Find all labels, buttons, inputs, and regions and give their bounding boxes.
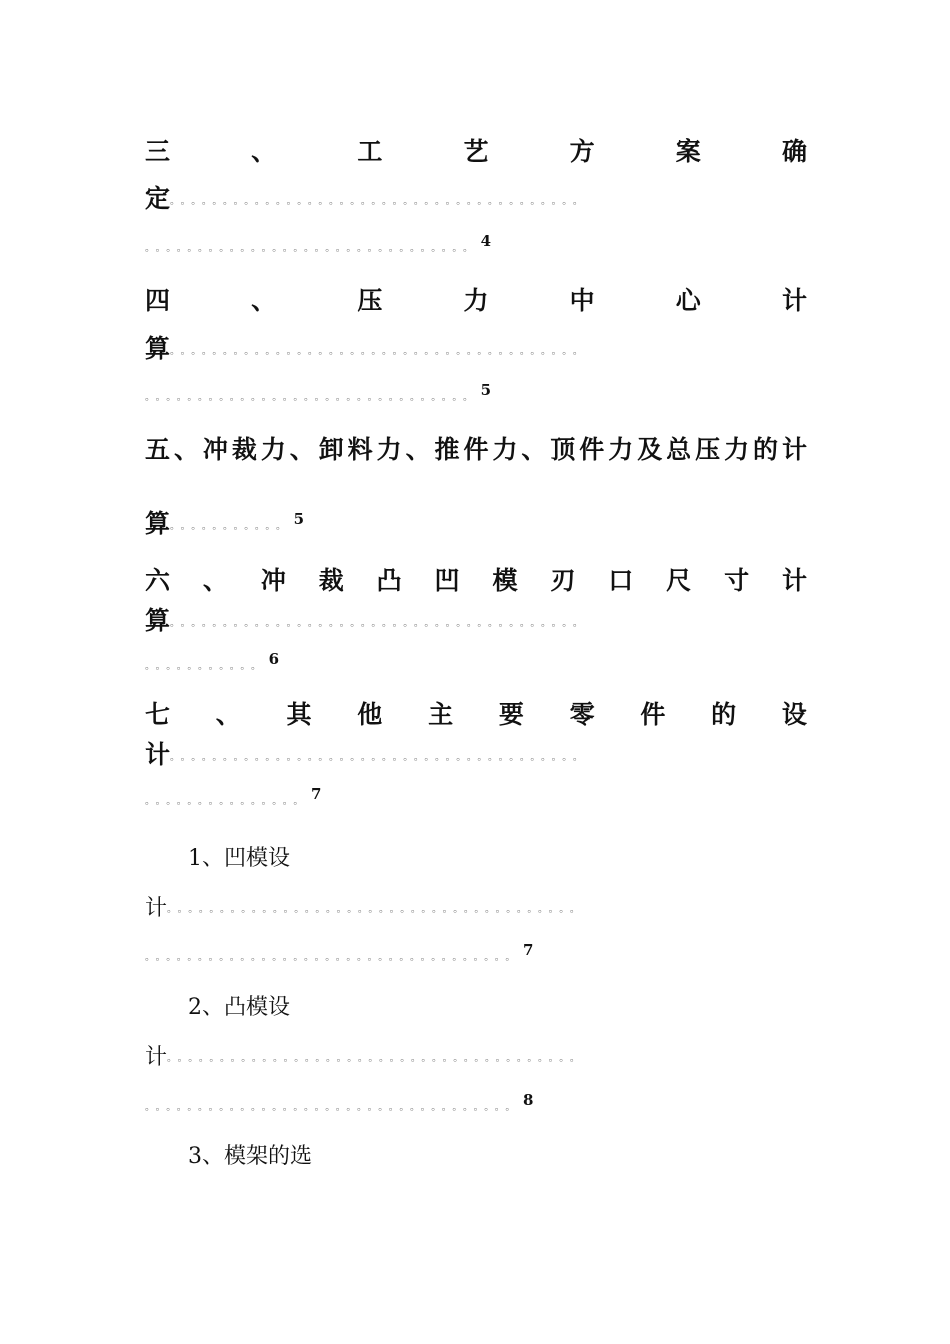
heading-char: 冲	[202, 435, 228, 464]
heading-char: 工	[357, 137, 383, 166]
heading-char: 刃	[550, 566, 576, 595]
dot-leader: 。。。。。。。。。。。。。。。。。。。。。。。。。。。。。。。	[145, 243, 479, 254]
heading-char: 寸	[724, 566, 750, 595]
dot-leader: 。。。。。。。。。。。。。。。。。。。。。。。。。。。。。。。	[145, 392, 479, 403]
toc-leader-row-sec6-b	[145, 650, 807, 676]
heading-char: 三	[145, 137, 171, 166]
toc-sub3-title: 3、模架的选	[188, 1144, 312, 1169]
heading-char: 其	[286, 700, 312, 729]
heading-char: 尺	[666, 566, 692, 595]
heading-char: 主	[428, 700, 454, 729]
heading-char: 凹	[434, 566, 460, 595]
toc-leader-row-sec4-b	[145, 381, 807, 407]
heading-char: 推	[434, 435, 460, 464]
dot-leader: 。。。。。。。。。。。	[145, 661, 267, 672]
toc-leader-row-sub1-a	[145, 894, 807, 924]
toc-page-number-sec6: 6	[268, 650, 280, 668]
heading-char: 模	[492, 566, 518, 595]
heading-char: 顶	[550, 435, 576, 464]
toc-page-number-sec3: 4	[480, 232, 492, 250]
toc-leader-row-sec6-a	[145, 606, 807, 636]
heading-char: 零	[569, 700, 595, 729]
heading-char: 冲	[260, 566, 286, 595]
heading-char: 力	[608, 435, 634, 464]
heading-char: 他	[357, 700, 383, 729]
toc-tail-sec4: 算	[145, 334, 171, 363]
dot-leader: 。。。。。。。。。。。	[170, 521, 292, 532]
toc-tail-sec6: 算	[145, 606, 171, 635]
heading-char: 七	[145, 700, 171, 729]
toc-tail-sec3: 定	[145, 184, 171, 213]
toc-heading-sec6	[145, 566, 807, 596]
toc-page-number-sec7: 7	[311, 785, 322, 803]
dot-leader: 。。。。。。。。。。。。。。。。。。。。。。。。。。。。。。。。。。。	[145, 952, 521, 963]
heading-char: 、	[521, 435, 547, 464]
heading-char: 料	[347, 435, 373, 464]
heading-char: 、	[173, 435, 199, 464]
dot-leader: 。。。。。。。。。。。。。。。	[145, 796, 309, 807]
toc-leader-row-sec7-b	[145, 785, 807, 811]
dot-leader: 。。。。。。。。。。。。。。。。。。。。。。。。。。。。。。。。。。。。。。。	[170, 618, 589, 629]
heading-char: 力	[463, 286, 489, 315]
toc-leader-row-sec3-b	[145, 232, 807, 258]
heading-char: 方	[569, 137, 595, 166]
toc-tail-sec5: 算	[145, 509, 171, 538]
heading-char: 、	[251, 137, 277, 166]
heading-char: 艺	[463, 137, 489, 166]
heading-char: 计	[781, 566, 807, 595]
toc-leader-row-sub1-b	[145, 941, 807, 967]
heading-char: 计	[781, 286, 807, 315]
toc-tail-sub1: 计	[145, 896, 168, 921]
heading-char: 设	[781, 700, 807, 729]
heading-char: 五	[145, 435, 171, 464]
heading-char: 裁	[318, 566, 344, 595]
heading-char: 件	[463, 435, 489, 464]
heading-char: 、	[202, 566, 228, 595]
toc-leader-row-sub2-a	[145, 1043, 807, 1073]
heading-char: 件	[579, 435, 605, 464]
heading-char: 凸	[376, 566, 402, 595]
heading-char: 中	[569, 286, 595, 315]
heading-char: 卸	[318, 435, 344, 464]
heading-char: 六	[145, 566, 171, 595]
toc-heading-sec7	[145, 700, 807, 730]
heading-char: 口	[608, 566, 634, 595]
dot-leader: 。。。。。。。。。。。。。。。。。。。。。。。。。。。。。。。。。。。。。。。	[167, 904, 586, 915]
heading-char: 的	[753, 435, 779, 464]
toc-heading-sec4	[145, 286, 807, 316]
heading-char: 确	[781, 137, 807, 166]
heading-char: 的	[711, 700, 737, 729]
toc-leader-row-sec4-a	[145, 334, 807, 364]
heading-char: 总	[666, 435, 692, 464]
heading-char: 力	[492, 435, 518, 464]
heading-char: 、	[251, 286, 277, 315]
dot-leader: 。。。。。。。。。。。。。。。。。。。。。。。。。。。。。。。。。。。。。。。	[170, 752, 589, 763]
toc-leader-row-sub2-b	[145, 1091, 807, 1117]
toc-sub1-title: 1、凹模设	[188, 846, 290, 871]
heading-char: 、	[215, 700, 241, 729]
heading-char: 、	[289, 435, 315, 464]
dot-leader: 。。。。。。。。。。。。。。。。。。。。。。。。。。。。。。。。。。。。。。。	[167, 1053, 586, 1064]
toc-leader-row-sec7-a	[145, 740, 807, 770]
toc-heading-sec5	[145, 435, 807, 465]
heading-char: 件	[640, 700, 666, 729]
heading-char: 、	[405, 435, 431, 464]
toc-page-number-sec5: 5	[293, 510, 305, 528]
toc-page-number-sec4: 5	[480, 381, 492, 399]
heading-char: 力	[724, 435, 750, 464]
dot-leader: 。。。。。。。。。。。。。。。。。。。。。。。。。。。。。。。。。。。	[145, 1102, 521, 1113]
toc-page-number-sub2: 8	[523, 1091, 534, 1109]
toc-leader-row-sec5	[145, 509, 807, 539]
heading-char: 力	[376, 435, 402, 464]
heading-char: 压	[357, 286, 383, 315]
heading-char: 及	[637, 435, 663, 464]
heading-char: 案	[675, 137, 701, 166]
toc-sub2-title: 2、凸模设	[188, 995, 290, 1020]
heading-char: 力	[260, 435, 286, 464]
heading-char: 计	[781, 435, 807, 464]
toc-leader-row-sec3-a	[145, 184, 807, 214]
toc-page-number-sub1: 7	[523, 941, 534, 959]
toc-heading-sec3	[145, 137, 807, 167]
heading-char: 心	[675, 286, 701, 315]
heading-char: 压	[695, 435, 721, 464]
heading-char: 要	[498, 700, 524, 729]
heading-char: 裁	[231, 435, 257, 464]
toc-tail-sec7: 计	[145, 740, 171, 769]
dot-leader: 。。。。。。。。。。。。。。。。。。。。。。。。。。。。。。。。。。。。。。。	[170, 196, 589, 207]
heading-char: 四	[145, 286, 171, 315]
dot-leader: 。。。。。。。。。。。。。。。。。。。。。。。。。。。。。。。。。。。。。。。	[170, 346, 589, 357]
toc-tail-sub2: 计	[145, 1045, 168, 1070]
